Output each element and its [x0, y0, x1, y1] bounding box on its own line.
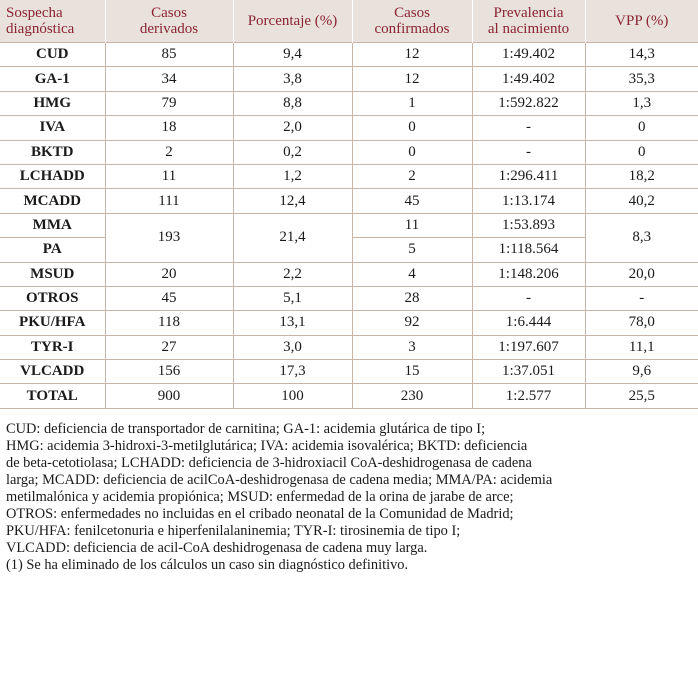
header-vpp: VPP (%): [585, 0, 698, 43]
cell-porcentaje: 0,2: [233, 140, 352, 164]
cell-prevalencia: 1:118.564: [472, 238, 585, 262]
cell-prevalencia: 1:197.607: [472, 335, 585, 359]
cell-derivados: 118: [105, 311, 233, 335]
cell-porcentaje: 9,4: [233, 43, 352, 67]
cell-diagnosis: PA: [0, 238, 105, 262]
footnote-line: PKU/HFA: fenilcetonuria e hiperfenilalaninemia; TYR-I: tirosinemia de tipo I;: [6, 522, 461, 539]
cell-prevalencia: -: [472, 286, 585, 310]
cell-derivados: 20: [105, 262, 233, 286]
cell-prevalencia: 1:2.577: [472, 384, 585, 408]
cell-vpp: -: [585, 286, 698, 310]
cell-diagnosis: BKTD: [0, 140, 105, 164]
cell-derivados: 111: [105, 189, 233, 213]
cell-prevalencia: 1:53.893: [472, 213, 585, 237]
cell-confirmados: 1: [352, 91, 472, 115]
cell-confirmados: 28: [352, 286, 472, 310]
cell-diagnosis: HMG: [0, 91, 105, 115]
cell-vpp: 18,2: [585, 164, 698, 188]
cell-derivados: 85: [105, 43, 233, 67]
cell-porcentaje: 3,0: [233, 335, 352, 359]
table-row: [0, 213, 698, 237]
cell-diagnosis: OTROS: [0, 286, 105, 310]
cell-porcentaje: 13,1: [233, 311, 352, 335]
cell-derivados: 27: [105, 335, 233, 359]
footnote-line: metilmalónica y acidemia propiónica; MSUD: enfermedad de la orina de jarabe de arce;: [6, 488, 514, 505]
header-row: [0, 0, 698, 43]
cell-porcentaje: 100: [233, 384, 352, 408]
cell-diagnosis: VLCADD: [0, 360, 105, 384]
cell-prevalencia: 1:13.174: [472, 189, 585, 213]
header-casos-derivados: Casos derivados: [105, 0, 233, 43]
cell-derivados: 11: [105, 164, 233, 188]
cell-confirmados: 230: [352, 384, 472, 408]
table-row: [0, 360, 698, 384]
cell-porcentaje: 21,4: [233, 213, 352, 262]
cell-porcentaje: 17,3: [233, 360, 352, 384]
table-row: [0, 43, 698, 67]
cell-vpp: 0: [585, 140, 698, 164]
cell-vpp: 1,3: [585, 91, 698, 115]
cell-confirmados: 12: [352, 67, 472, 91]
cell-confirmados: 0: [352, 140, 472, 164]
cell-derivados: 193: [105, 213, 233, 262]
cell-diagnosis: LCHADD: [0, 164, 105, 188]
cell-vpp: 8,3: [585, 213, 698, 262]
cell-prevalencia: 1:49.402: [472, 67, 585, 91]
cell-prevalencia: 1:6.444: [472, 311, 585, 335]
table-row: [0, 286, 698, 310]
cell-derivados: 900: [105, 384, 233, 408]
cell-porcentaje: 5,1: [233, 286, 352, 310]
cell-prevalencia: 1:148.206: [472, 262, 585, 286]
footnote-line: HMG: acidemia 3-hidroxi-3-metilglutárica; IVA: acidemia isovalérica; BKTD: deficiencia: [6, 437, 528, 454]
cell-prevalencia: 1:37.051: [472, 360, 585, 384]
cell-prevalencia: 1:296.411: [472, 164, 585, 188]
footnote-line: VLCADD: deficiencia de acil-CoA deshidrogenasa de cadena muy larga.: [6, 539, 428, 556]
footnote-line: de beta-cetotiolasa; LCHADD: deficiencia de 3-hidroxiacil CoA-deshidrogenasa de cadena: [6, 454, 532, 471]
cell-diagnosis: GA-1: [0, 67, 105, 91]
cell-diagnosis: PKU/HFA: [0, 311, 105, 335]
header-casos-confirmados: Casos confirmados: [352, 0, 472, 43]
cell-confirmados: 45: [352, 189, 472, 213]
footnotes: [0, 409, 698, 574]
cell-diagnosis: MMA: [0, 213, 105, 237]
cell-derivados: 2: [105, 140, 233, 164]
table-row: [0, 262, 698, 286]
table-row: [0, 311, 698, 335]
footnote-line: (1) Se ha eliminado de los cálculos un caso sin diagnóstico definitivo.: [6, 556, 409, 573]
cell-confirmados: 11: [352, 213, 472, 237]
total-row: [0, 384, 698, 408]
cell-vpp: 78,0: [585, 311, 698, 335]
table-row: [0, 189, 698, 213]
cell-prevalencia: 1:592.822: [472, 91, 585, 115]
cell-vpp: 9,6: [585, 360, 698, 384]
cell-porcentaje: 2,2: [233, 262, 352, 286]
cell-derivados: 18: [105, 116, 233, 140]
footnote-line: CUD: deficiencia de transportador de carnitina; GA-1: acidemia glutárica de tipo I;: [6, 420, 486, 437]
table-row: [0, 67, 698, 91]
cell-prevalencia: -: [472, 140, 585, 164]
cell-porcentaje: 3,8: [233, 67, 352, 91]
cell-confirmados: 5: [352, 238, 472, 262]
cell-diagnosis: TOTAL: [0, 384, 105, 408]
cell-confirmados: 0: [352, 116, 472, 140]
cell-diagnosis: IVA: [0, 116, 105, 140]
cell-vpp: 25,5: [585, 384, 698, 408]
cell-vpp: 0: [585, 116, 698, 140]
cell-confirmados: 92: [352, 311, 472, 335]
cell-confirmados: 15: [352, 360, 472, 384]
footnote-line: OTROS: enfermedades no incluidas en el cribado neonatal de la Comunidad de Madrid;: [6, 505, 514, 522]
cell-diagnosis: MCADD: [0, 189, 105, 213]
cell-confirmados: 4: [352, 262, 472, 286]
cell-diagnosis: CUD: [0, 43, 105, 67]
table-row: [0, 116, 698, 140]
cell-derivados: 156: [105, 360, 233, 384]
cell-vpp: 35,3: [585, 67, 698, 91]
header-sospecha: Sospecha diagnóstica: [0, 0, 105, 43]
cell-derivados: 45: [105, 286, 233, 310]
header-porcentaje: Porcentaje (%): [233, 0, 352, 43]
cell-confirmados: 12: [352, 43, 472, 67]
footnote-line: larga; MCADD: deficiencia de acilCoA-deshidrogenasa de cadena media; MMA/PA: acidemia: [6, 471, 553, 488]
cell-vpp: 11,1: [585, 335, 698, 359]
cell-confirmados: 3: [352, 335, 472, 359]
cell-vpp: 14,3: [585, 43, 698, 67]
table-row: [0, 335, 698, 359]
cell-prevalencia: 1:49.402: [472, 43, 585, 67]
cell-porcentaje: 8,8: [233, 91, 352, 115]
cell-derivados: 79: [105, 91, 233, 115]
table-row: [0, 91, 698, 115]
cell-derivados: 34: [105, 67, 233, 91]
cell-vpp: 40,2: [585, 189, 698, 213]
table-row: [0, 164, 698, 188]
table-row: [0, 140, 698, 164]
header-prevalencia: Prevalencia al nacimiento: [472, 0, 585, 43]
cell-prevalencia: -: [472, 116, 585, 140]
cell-diagnosis: MSUD: [0, 262, 105, 286]
cell-porcentaje: 1,2: [233, 164, 352, 188]
cell-porcentaje: 2,0: [233, 116, 352, 140]
cell-diagnosis: TYR-I: [0, 335, 105, 359]
cell-confirmados: 2: [352, 164, 472, 188]
cell-porcentaje: 12,4: [233, 189, 352, 213]
cell-vpp: 20,0: [585, 262, 698, 286]
